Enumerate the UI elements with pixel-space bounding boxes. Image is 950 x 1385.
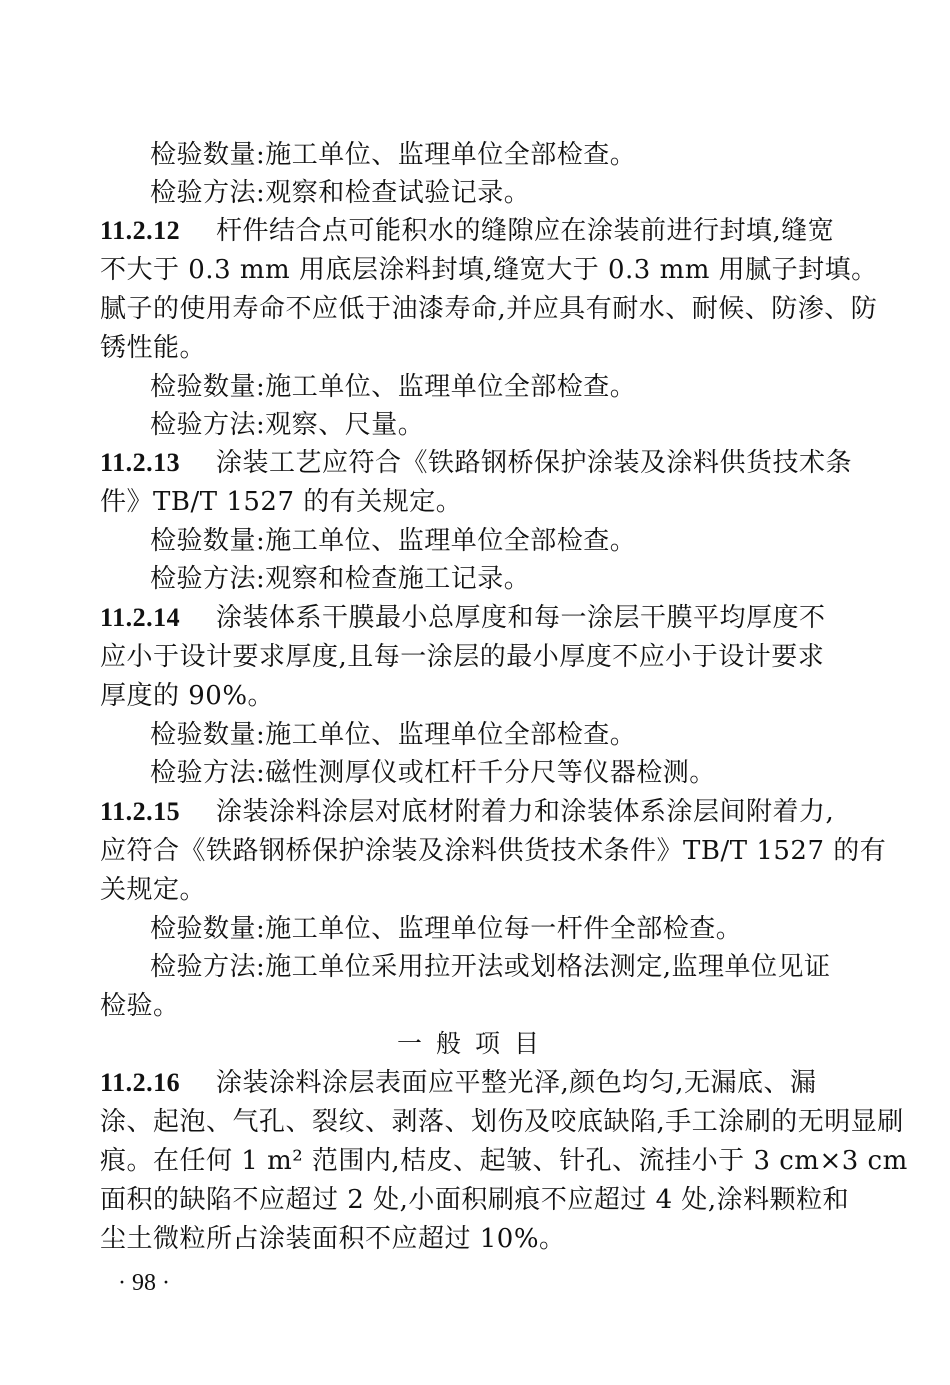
body-text-line: 痕。在任何 1 m² 范围内,桔皮、起皱、针孔、流挂小于 3 cm×3 cm: [100, 1146, 908, 1176]
inspection-method-line: 检验方法:观察和检查试验记录。: [150, 178, 531, 208]
clause-number: 11.2.12: [100, 216, 181, 245]
inspection-method-line: 检验方法:观察、尺量。: [150, 410, 425, 440]
body-text-line: 面积的缺陷不应超过 2 处,小面积刷痕不应超过 4 处,涂料颗粒和: [100, 1185, 850, 1215]
body-text-line: 关规定。: [100, 875, 207, 905]
clause-text: 涂装涂料涂层表面应平整光泽,颜色均匀,无漏底、漏: [216, 1068, 817, 1098]
clause-text: 涂装体系干膜最小总厚度和每一涂层干膜平均厚度不: [216, 603, 826, 633]
body-text-line: 应符合《铁路钢桥保护涂装及涂料供货技术条件》TB/T 1527 的有: [100, 836, 887, 866]
body-text-line: 应小于设计要求厚度,且每一涂层的最小厚度不应小于设计要求: [100, 642, 825, 672]
body-text-line: 涂、起泡、气孔、裂纹、剥落、划伤及咬底缺陷,手工涂刷的无明显刷: [100, 1107, 904, 1137]
clause-number: 11.2.13: [100, 448, 181, 477]
inspection-method-line: 检验方法:磁性测厚仪或杠杆千分尺等仪器检测。: [150, 758, 716, 788]
body-text-line: 尘土微粒所占涂装面积不应超过 10%。: [100, 1224, 566, 1254]
body-text-line: 腻子的使用寿命不应低于油漆寿命,并应具有耐水、耐候、防渗、防: [100, 294, 878, 324]
clause-11-2-12: [100, 212, 840, 250]
clause-11-2-14: [100, 599, 840, 637]
inspection-quantity-line: 检验数量:施工单位、监理单位全部检查。: [150, 372, 637, 402]
clause-number: 11.2.15: [100, 797, 181, 826]
clause-11-2-16: [100, 1064, 840, 1102]
inspection-method-line: 检验方法:观察和检查施工记录。: [150, 564, 531, 594]
inspection-quantity-line: 检验数量:施工单位、监理单位全部检查。: [150, 140, 637, 170]
page-number: · 98 ·: [118, 1270, 170, 1296]
clause-number: 11.2.16: [100, 1068, 181, 1097]
inspection-quantity-line: 检验数量:施工单位、监理单位全部检查。: [150, 526, 637, 556]
inspection-method-line: 检验方法:施工单位采用拉开法或划格法测定,监理单位见证: [150, 952, 831, 982]
inspection-quantity-line: 检验数量:施工单位、监理单位全部检查。: [150, 720, 637, 750]
body-text-line: 不大于 0.3 mm 用底层涂料封填,缝宽大于 0.3 mm 用腻子封填。: [100, 255, 878, 285]
body-text-line: 检验。: [100, 991, 180, 1021]
body-text-line: 件》TB/T 1527 的有关规定。: [100, 487, 463, 517]
clause-text: 涂装工艺应符合《铁路钢桥保护涂装及涂料供货技术条: [216, 448, 853, 478]
body-text-line: 锈性能。: [100, 333, 207, 363]
section-heading-general-items: 一般项目: [396, 1029, 553, 1058]
clause-text: 杆件结合点可能积水的缝隙应在涂装前进行封填,缝宽: [216, 216, 835, 246]
clause-text: 涂装涂料涂层对底材附着力和涂装体系涂层间附着力,: [216, 797, 835, 827]
inspection-quantity-line: 检验数量:施工单位、监理单位每一杆件全部检查。: [150, 914, 743, 944]
body-text-line: 厚度的 90%。: [100, 681, 275, 711]
clause-11-2-13: [100, 444, 853, 482]
clause-number: 11.2.14: [100, 603, 181, 632]
clause-11-2-15: [100, 793, 840, 831]
